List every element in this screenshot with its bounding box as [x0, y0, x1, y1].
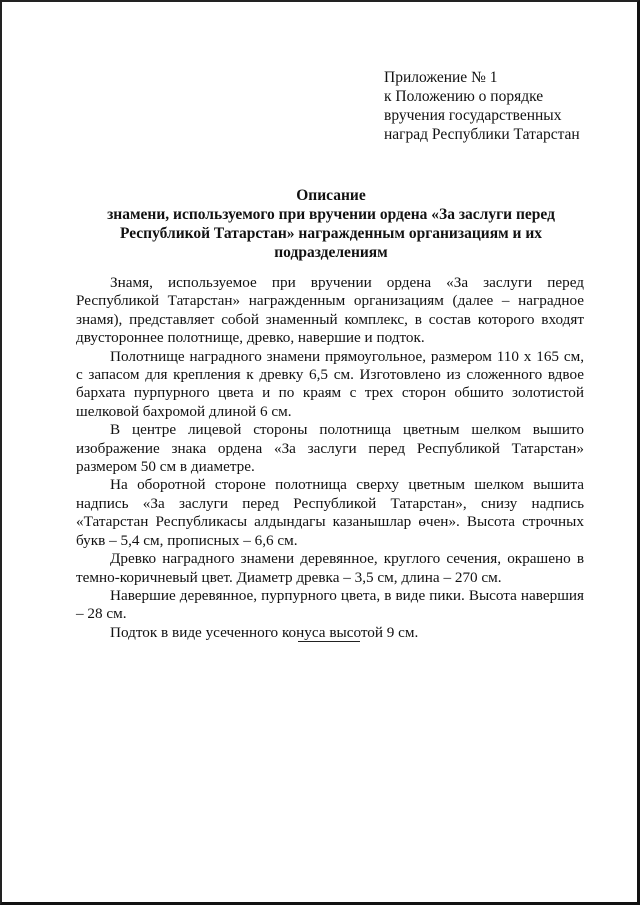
paragraph-butt: Подток в виде усеченного конуса высотой 9 см. [110, 623, 419, 641]
appendix-header [384, 68, 580, 144]
document-title [70, 186, 592, 262]
appendix-reference-line-3: наград Республики Татарстан [384, 126, 580, 143]
paragraph-banner-composition: Знамя, используемое при вручении ордена «За заслуги перед Республикой Татарстан» награжденным организациям (далее – наградное знамя), представляет собой знаменный комплекс, в состав которого входят двустороннее полотнище, древко, навершие и подток. [76, 274, 584, 347]
paragraph-front-side: В центре лицевой стороны полотнища цветным шелком вышито изображение знака ордена «За заслуги перед Республикой Татарстан» размером 50 см в диаметре. [76, 421, 584, 476]
title-line-2: знамени, используемого при вручении ордена «За заслуги перед [107, 206, 555, 223]
appendix-reference-line-2: вручения государственных [384, 107, 562, 124]
paragraph-back-side: На оборотной стороне полотнища сверху цветным шелком вышита надпись «За заслуги перед Республикой Татарстан», снизу надпись «Татарстан Республикасы алдындагы казанышлар өчен». Высота строчных букв – 5,4 см, прописных – 6,6 см. [76, 476, 584, 549]
paragraph-pole: Древко наградного знамени деревянное, круглого сечения, окрашено в темно-коричневый цвет. Диаметр древка – 3,5 см, длина – 270 см. [76, 550, 584, 586]
document-body [76, 274, 584, 642]
title-line-1: Описание [296, 187, 366, 204]
appendix-reference-line-1: к Положению о порядке [384, 88, 544, 105]
end-divider [298, 641, 360, 642]
paragraph-cloth-description: Полотнище наградного знамени прямоугольное, размером 110 х 165 см, с запасом для крепления к древку 6,5 см. Изготовлено из сложенного вдвое бархата пурпурного цвета и по краям с трех сторон обшито золотистой шелковой бахромой длиной 6 см. [76, 347, 584, 420]
appendix-number: Приложение № 1 [384, 69, 498, 86]
paragraph-finial: Навершие деревянное, пурпурного цвета, в виде пики. Высота навершия – 28 см. [76, 586, 584, 623]
title-line-3: Республикой Татарстан» награжденным организациям и их [119, 225, 543, 242]
title-line-4: подразделениям [274, 244, 388, 261]
